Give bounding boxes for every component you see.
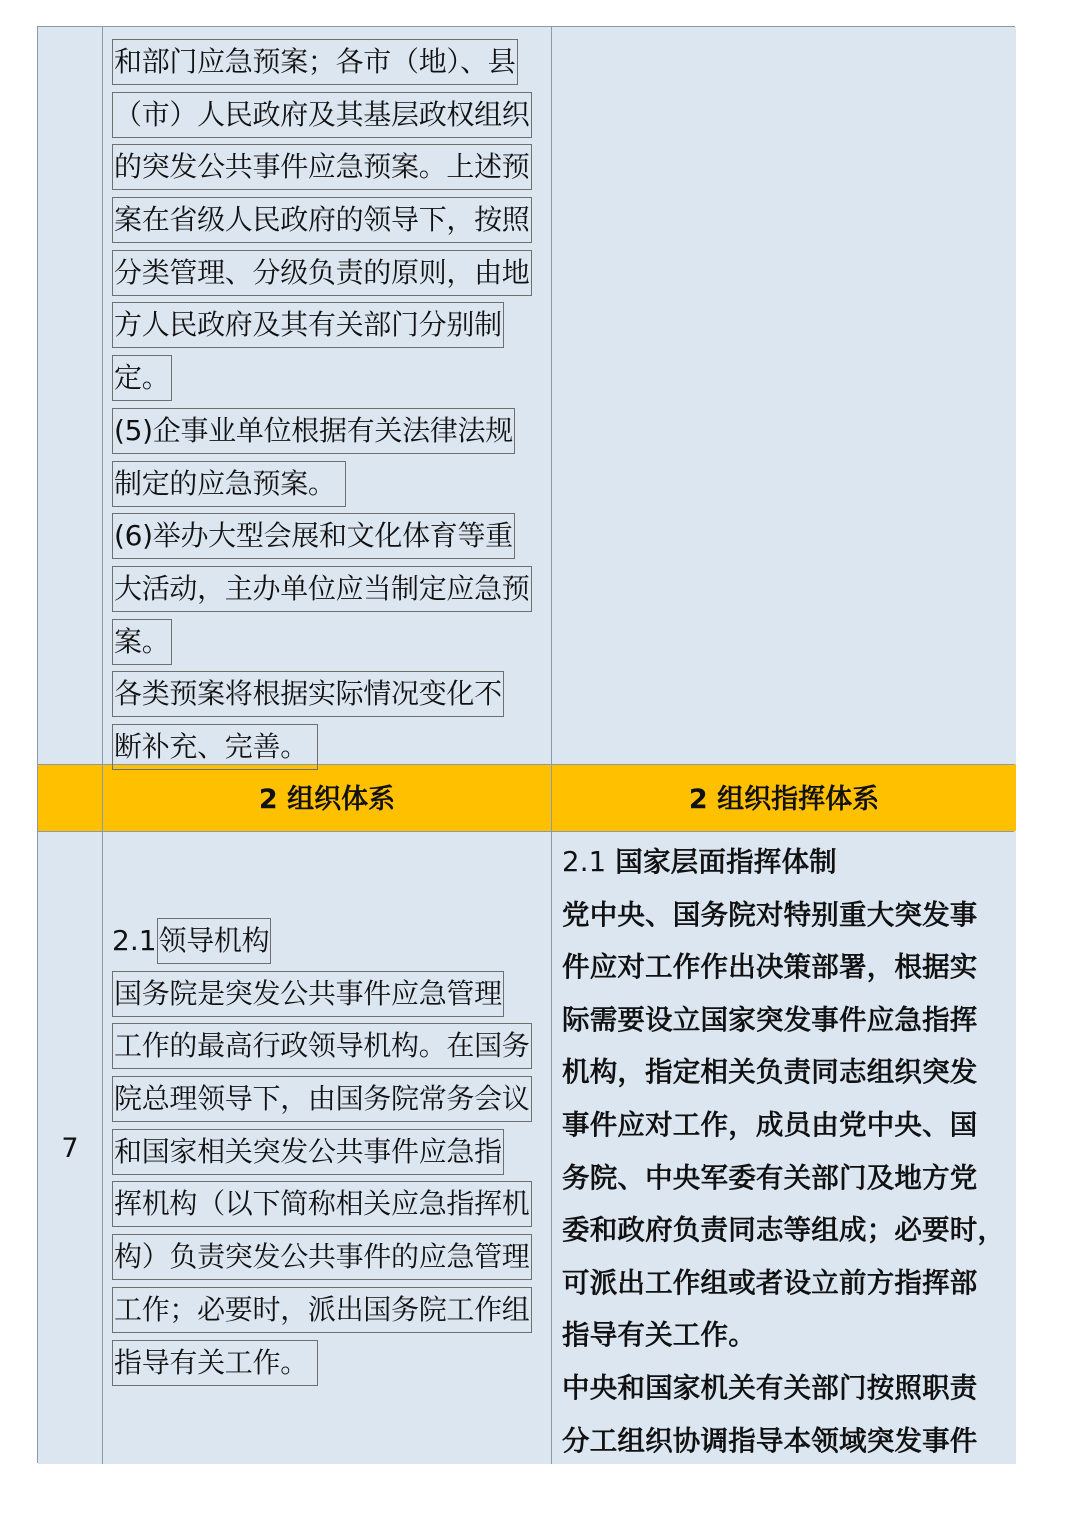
text-line: 工作的最高行政领导机构。在国务 — [112, 1019, 532, 1072]
row7-left-text — [112, 914, 532, 1388]
text-line: 案在省级人民政府的领导下，按照 — [112, 193, 532, 246]
text-line: 指导有关工作。 — [562, 1319, 756, 1352]
text-line: （市）人民政府及其基层政权组织 — [112, 88, 532, 141]
text-line: 事件应对工作，成员由党中央、国 — [562, 1108, 978, 1141]
text-line: 党中央、国务院对特别重大突发事 — [562, 898, 978, 931]
section-heading: 2.1 国家层面指挥体制 — [562, 846, 837, 878]
header-right-label: 2 组织指挥体系 — [688, 784, 880, 815]
text-line: 和部门应急预案；各市（地）、县 — [112, 35, 532, 88]
text-line: 国务院是突发公共事件应急管理 — [112, 967, 532, 1020]
top-left-text — [112, 35, 532, 773]
text-line: 的突发公共事件应急预案。上述预 — [112, 140, 532, 193]
text-line: 中央和国家机关有关部门按照职责 — [562, 1371, 978, 1404]
text-line: 制定的应急预案。 — [112, 457, 532, 510]
header-left-label: 2 组织体系 — [258, 784, 396, 815]
row-number: 7 — [61, 1133, 79, 1164]
top-right-cell — [552, 27, 1016, 764]
text-line: 指导有关工作。 — [112, 1336, 532, 1389]
text-line: 案。 — [112, 615, 532, 668]
text-line: 委和政府负责同志等组成；必要时， — [562, 1214, 1006, 1247]
text-line: 挥机构（以下简称相关应急指挥机 — [112, 1177, 532, 1230]
text-line: 院总理领导下，由国务院常务会议 — [112, 1072, 532, 1125]
text-line: 分工组织协调指导本领域突发事件 — [562, 1424, 978, 1457]
text-line: 工作；必要时，派出国务院工作组 — [112, 1283, 532, 1336]
col-divider-2 — [551, 27, 552, 1464]
text-line: 断补充、完善。 — [112, 720, 532, 773]
top-num-cell — [38, 27, 102, 764]
text-line: 和国家相关突发公共事件应急指 — [112, 1125, 532, 1178]
comparison-table — [37, 26, 1015, 1463]
text-line: 可派出工作组或者设立前方指挥部 — [562, 1266, 978, 1299]
text-line: (5)企事业单位根据有关法律法规 — [112, 404, 532, 457]
text-line: 方人民政府及其有关部门分别制 — [112, 298, 532, 351]
text-line: 构）负责突发公共事件的应急管理 — [112, 1230, 532, 1283]
text-line: 际需要设立国家突发事件应急指挥 — [562, 1003, 978, 1036]
col-divider-1 — [102, 27, 103, 1464]
text-line: 件应对工作作出决策部署，根据实 — [562, 951, 978, 984]
text-line: 机构，指定相关负责同志组织突发 — [562, 1056, 978, 1089]
text-line: 大活动，主办单位应当制定应急预 — [112, 562, 532, 615]
text-line: 各类预案将根据实际情况变化不 — [112, 667, 532, 720]
text-line: 分类管理、分级负责的原则，由地 — [112, 246, 532, 299]
row7-right-text — [562, 836, 1005, 1467]
row-divider-2 — [38, 831, 1014, 832]
section-heading: 2.1领导机构 — [112, 914, 532, 967]
text-line: 务院、中央军委有关部门及地方党 — [562, 1161, 978, 1194]
text-line: 定。 — [112, 351, 532, 404]
text-line: (6)举办大型会展和文化体育等重 — [112, 509, 532, 562]
